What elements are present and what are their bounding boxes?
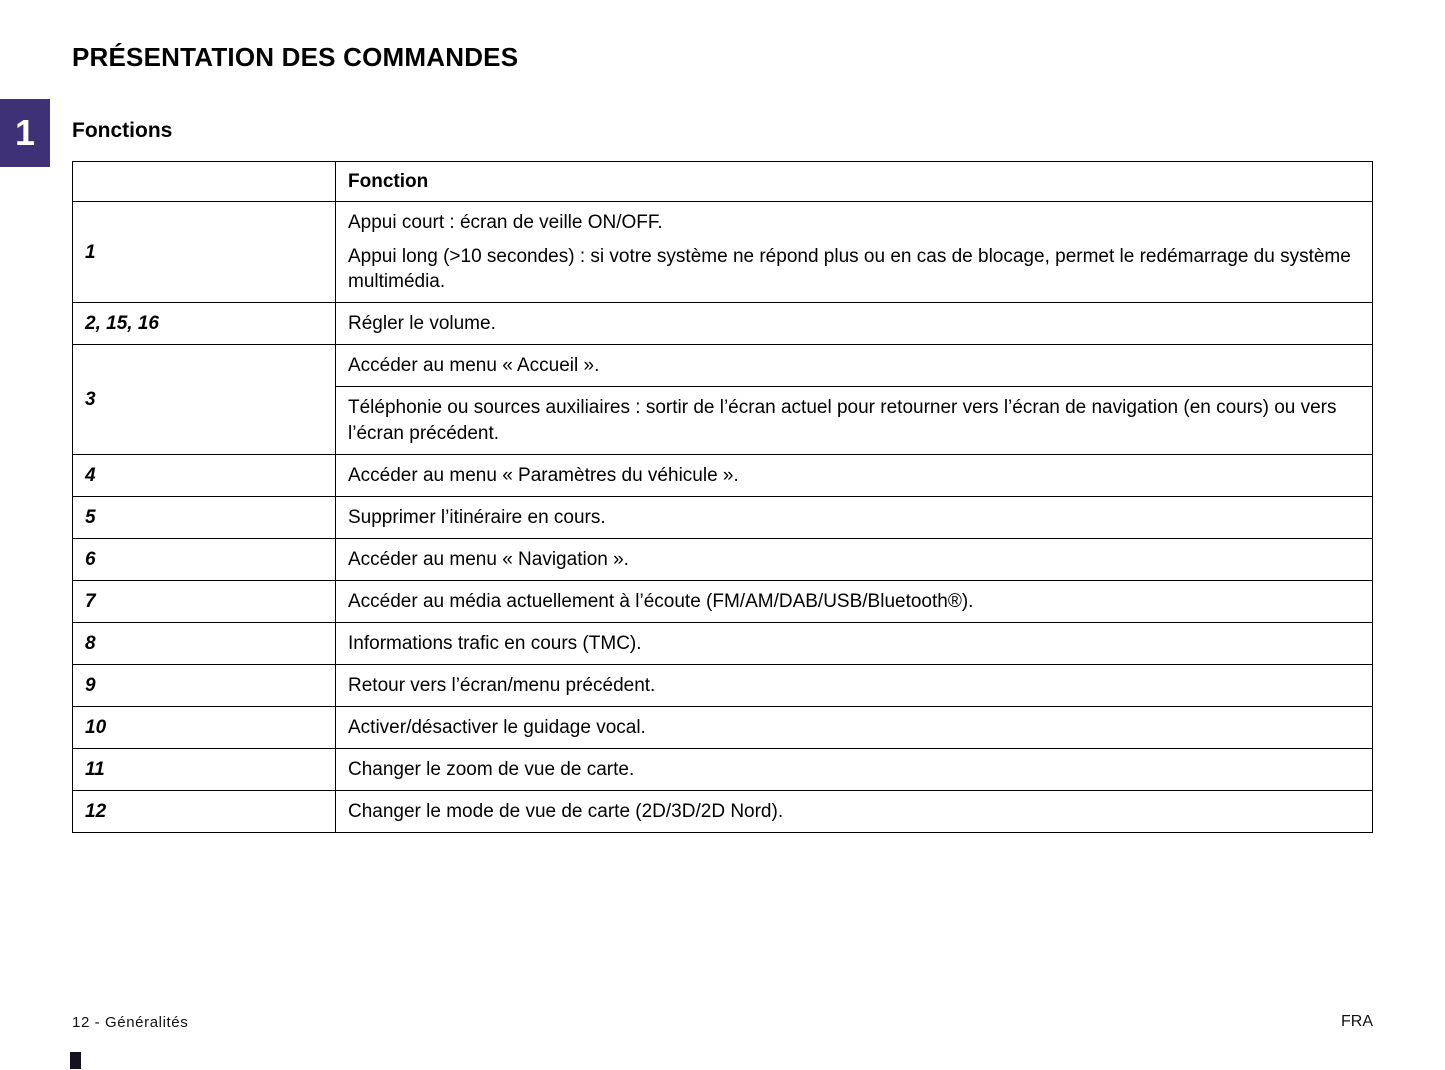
row-label: 5: [73, 496, 336, 538]
row-label: 8: [73, 622, 336, 664]
table-row-11: [73, 749, 1373, 791]
row-function-text: Accéder au média actuellement à l’écoute (FM/AM/DAB/USB/Bluetooth®).: [336, 580, 1373, 622]
footer-page-info: 12 - Généralités: [72, 1014, 189, 1031]
row-label: 4: [73, 454, 336, 496]
row-label: 6: [73, 538, 336, 580]
table-row-1: [73, 202, 1373, 303]
table-row-8: [73, 622, 1373, 664]
row-function-text: Appui long (>10 secondes) : si votre système ne répond plus ou en cas de blocage, permet le redémarrage du système multimédia.: [348, 246, 1351, 293]
table-row-10: [73, 707, 1373, 749]
row-label: 2, 15, 16: [73, 303, 336, 345]
row-function-text: Retour vers l’écran/menu précédent.: [336, 665, 1373, 707]
functions-table-wrapper: [72, 161, 1373, 833]
row-label: 10: [73, 707, 336, 749]
footer-language-code: FRA: [1341, 1013, 1373, 1030]
row-function-text: Activer/désactiver le guidage vocal.: [336, 707, 1373, 749]
table-row-12: [73, 791, 1373, 833]
table-header-row: [73, 162, 1373, 202]
table-header-fonction: Fonction: [336, 162, 1373, 202]
table-row-5: [73, 496, 1373, 538]
row-label: 11: [73, 749, 336, 791]
row-label: 12: [73, 791, 336, 833]
row-function-text: Accéder au menu « Paramètres du véhicule ».: [336, 454, 1373, 496]
row-function-text: Informations trafic en cours (TMC).: [336, 622, 1373, 664]
row-label: 7: [73, 580, 336, 622]
row-function-text: Accéder au menu « Accueil ».: [336, 345, 1373, 387]
row-function-text: Changer le mode de vue de carte (2D/3D/2D Nord).: [336, 791, 1373, 833]
row-label: 1: [73, 202, 336, 303]
table-header-empty-cell: [73, 162, 336, 202]
table-row-7: [73, 580, 1373, 622]
row-function-text: Téléphonie ou sources auxiliaires : sortir de l’écran actuel pour retourner vers l’écran de navigation (en cours) ou vers l’écran précédent.: [336, 387, 1373, 454]
row-function-text: Appui court : écran de veille ON/OFF.: [348, 212, 663, 234]
section-number-tab: [0, 99, 50, 167]
row-function-cell: [336, 202, 1373, 303]
table-row-4: [73, 454, 1373, 496]
row-label: 3: [73, 345, 336, 454]
print-registration-mark: [70, 1052, 81, 1069]
row-function-text: Supprimer l’itinéraire en cours.: [336, 496, 1373, 538]
table-row-3a: [73, 345, 1373, 387]
row-function-text: Changer le zoom de vue de carte.: [336, 749, 1373, 791]
table-row-9: [73, 665, 1373, 707]
table-row-6: [73, 538, 1373, 580]
page-title: PRÉSENTATION DES COMMANDES: [72, 42, 519, 72]
section-subtitle: Fonctions: [72, 119, 173, 142]
table-row-2-15-16: [73, 303, 1373, 345]
section-number: 1: [14, 112, 36, 153]
functions-table: [72, 161, 1373, 833]
row-label: 9: [73, 665, 336, 707]
row-function-text: Accéder au menu « Navigation ».: [336, 538, 1373, 580]
row-function-text: Régler le volume.: [336, 303, 1373, 345]
